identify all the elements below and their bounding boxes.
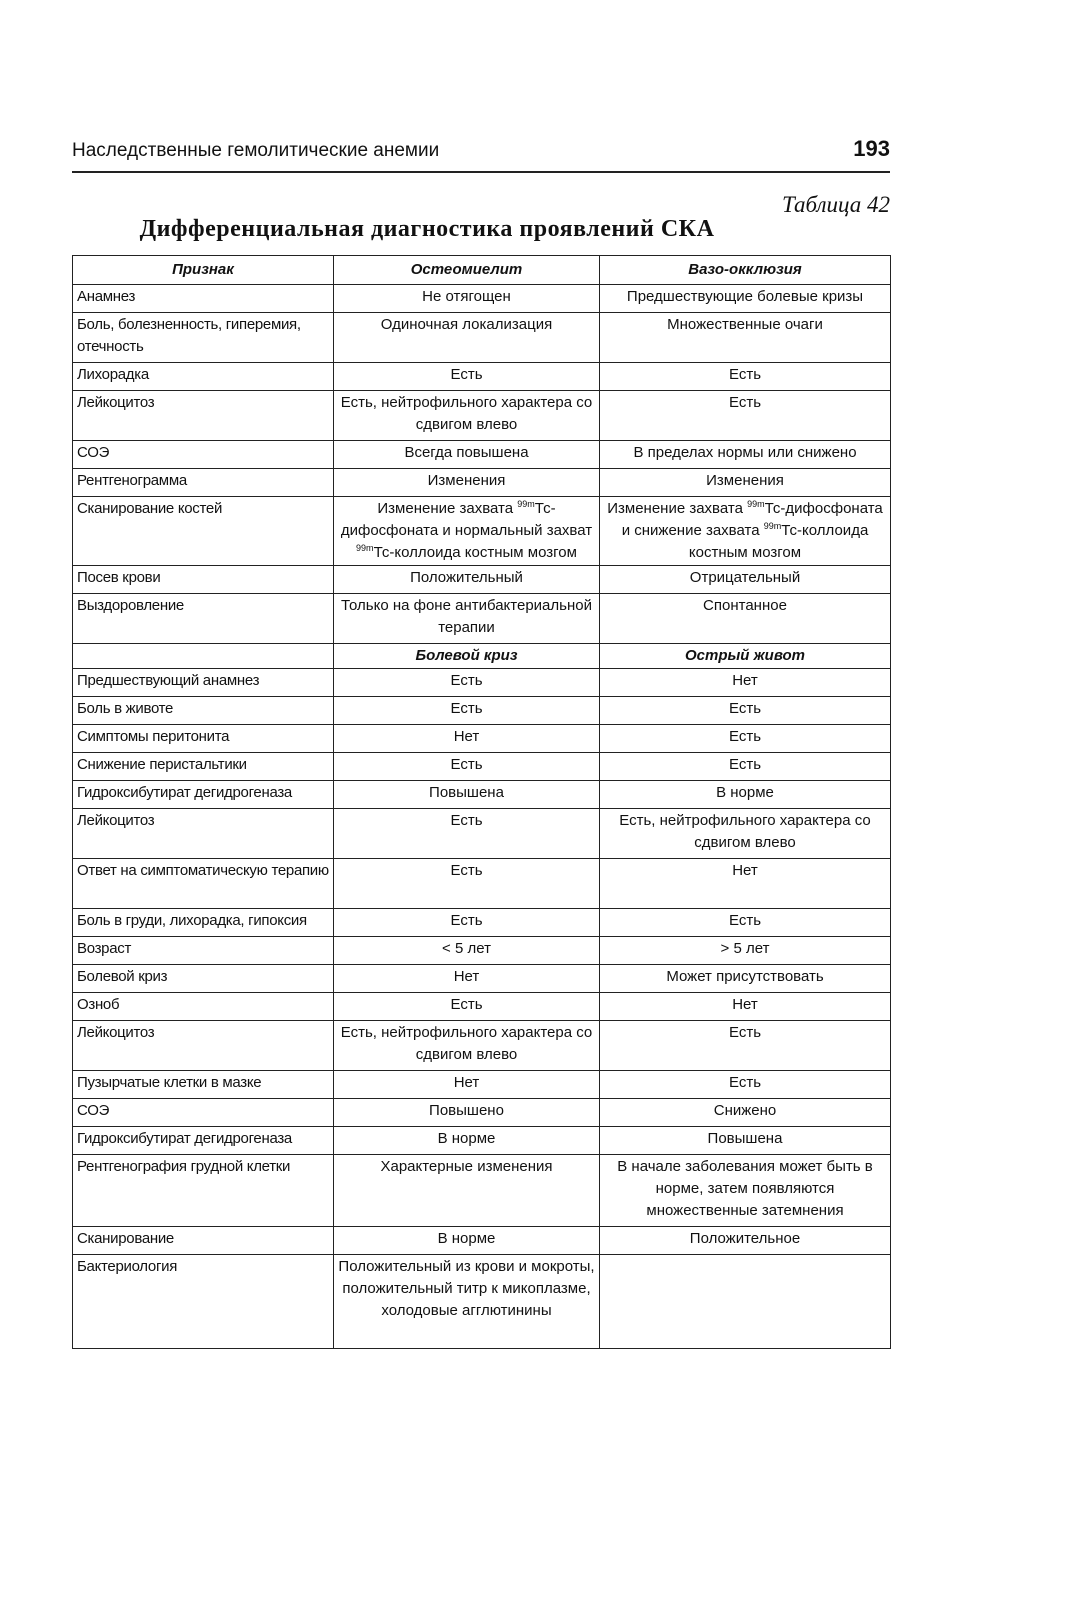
table-row [73,965,891,993]
isotope-superscript: 99m [356,543,374,553]
row-feature: Гидроксибутират дегидрогеназа [73,1127,334,1155]
row-value-col3: Спонтанное [600,594,891,644]
table-row [73,781,891,809]
table-row [73,669,891,697]
row-value-col3: Есть [600,1071,891,1099]
row-feature: Боль, болезненность, гиперемия, отечность [73,313,334,363]
scan-text-a: Изменение захвата [377,500,514,517]
row-value-col2: Одиночная локализация [334,313,600,363]
table-subheader-row [73,644,891,669]
table-body-section-1 [73,285,891,497]
table-body-section-2 [73,566,891,644]
row-feature: Лихорадка [73,363,334,391]
row-feature: Рентгенография грудной клетки [73,1155,334,1227]
row-value-col2: Положительный [334,566,600,594]
table-row [73,469,891,497]
table-row [73,809,891,859]
row-value-col3: В начале заболевания может быть в норме, затем появляются множественные затемнения [600,1155,891,1227]
row-value-col2: Есть, нейтрофильного характера со сдвигом влево [334,1021,600,1071]
running-title: Наследственные гемолитические анемии [72,140,440,161]
table-row [73,363,891,391]
table-row [73,1099,891,1127]
row-value-col3: В пределах нормы или снижено [600,441,891,469]
row-feature: Посев крови [73,566,334,594]
row-value-col2: Положительный из крови и мокроты, положительный титр к микоплазме, холодовые агглютинины [334,1255,600,1349]
scan-text-b: Тс-дифосфоната и снижение захвата [621,500,883,539]
table-row [73,1021,891,1071]
row-value-col2: В норме [334,1227,600,1255]
row-feature: СОЭ [73,441,334,469]
table-label: Таблица 42 [781,192,890,217]
row-feature: Боль в животе [73,697,334,725]
row-feature: Ответ на симптоматическую терапию [73,859,334,909]
isotope-superscript: 99m [763,521,782,531]
row-feature: Симптомы перитонита [73,725,334,753]
table-row [73,993,891,1021]
page-number: 193 [853,136,890,161]
row-value-col2: Есть [334,993,600,1021]
row-value-col3: Есть [600,1021,891,1071]
row-value-col3: Есть [600,391,891,441]
row-feature: Лейкоцитоз [73,391,334,441]
table-row [73,566,891,594]
row-value-col2: Нет [334,965,600,993]
row-value-col2: Есть, нейтрофильного характера со сдвигом влево [334,391,600,441]
table-row [73,697,891,725]
table-row [73,909,891,937]
row-value-col3: > 5 лет [600,937,891,965]
row-value-col3: Нет [600,859,891,909]
subheader-cell-acute-abdomen: Острый живот [600,644,891,669]
row-value-col3: Может присутствовать [600,965,891,993]
row-value-col2: Есть [334,809,600,859]
running-head [72,136,890,162]
table-subheader-section [73,644,891,669]
row-value-col3: Отрицательный [600,566,891,594]
row-value-col2: Повышена [334,781,600,809]
row-value-col3: Снижено [600,1099,891,1127]
row-value-col3: Есть, нейтрофильного характера со сдвигом влево [600,809,891,859]
row-feature: Болевой криз [73,965,334,993]
row-value-vaso-occlusion [600,497,891,566]
table-row [73,1127,891,1155]
row-feature: Снижение перистальтики [73,753,334,781]
row-value-col2: Есть [334,753,600,781]
row-value-col3: Нет [600,993,891,1021]
row-value-col3: Нет [600,669,891,697]
row-value-col2: Есть [334,859,600,909]
row-value-col2: Есть [334,909,600,937]
table-row [73,313,891,363]
row-feature: Предшествующий анамнез [73,669,334,697]
row-feature: Гидроксибутират дегидрогеназа [73,781,334,809]
row-value-col2: Только на фоне антибактериальной терапии [334,594,600,644]
row-value-col2: Всегда повышена [334,441,600,469]
table-row [73,391,891,441]
scan-text-a: Изменение захвата [607,500,743,517]
header-cell-osteomyelitis: Остеомиелит [334,256,600,285]
row-value-col2: Нет [334,1071,600,1099]
row-feature: Выздоровление [73,594,334,644]
table-row [73,285,891,313]
row-value-osteomyelitis [334,497,600,566]
row-value-col3: В норме [600,781,891,809]
table-row [73,725,891,753]
row-feature: Лейкоцитоз [73,1021,334,1071]
scan-text-c: Тс-коллоида костным мозгом [688,522,869,561]
table-row [73,753,891,781]
scan-text-b: Тс-дифосфоната и нормальный захват [340,500,593,539]
row-feature: Сканирование [73,1227,334,1255]
table-row [73,937,891,965]
row-value-col3: Есть [600,697,891,725]
table-row [73,1227,891,1255]
row-value-col3: Есть [600,725,891,753]
table-row [73,594,891,644]
row-value-col3: Изменения [600,469,891,497]
subheader-cell-pain-crisis: Болевой криз [334,644,600,669]
table-row [73,1255,891,1349]
table-header-row [73,256,891,285]
table-body-section-3 [73,669,891,1349]
row-value-col2: Не отягощен [334,285,600,313]
table-row [73,1155,891,1227]
header-cell-vaso-occlusion: Вазо-окклюзия [600,256,891,285]
row-value-col2: Изменения [334,469,600,497]
row-feature: СОЭ [73,1099,334,1127]
row-value-col3: Предшествующие болевые кризы [600,285,891,313]
row-feature: Боль в груди, лихорадка, гипоксия [73,909,334,937]
row-value-col2: Есть [334,669,600,697]
table-row [73,441,891,469]
row-feature: Лейкоцитоз [73,809,334,859]
row-feature: Сканирование костей [73,497,334,566]
row-feature: Пузырчатые клетки в мазке [73,1071,334,1099]
header-cell-feature: Признак [73,256,334,285]
row-value-col3: Есть [600,909,891,937]
table-row [73,859,891,909]
row-value-col2: В норме [334,1127,600,1155]
scan-text-c: Тс-коллоида костным мозгом [373,544,577,561]
row-value-col2: Есть [334,697,600,725]
row-value-col3: Есть [600,753,891,781]
row-value-col3 [600,1255,891,1349]
subheader-empty-cell [73,644,334,669]
row-feature: Возраст [73,937,334,965]
row-feature: Озноб [73,993,334,1021]
table-row-bone-scan [73,497,891,566]
row-value-col3: Множественные очаги [600,313,891,363]
row-value-col2: Характерные изменения [334,1155,600,1227]
row-value-col2: Нет [334,725,600,753]
isotope-superscript: 99m [747,499,765,509]
row-value-col3: Есть [600,363,891,391]
row-feature: Рентгенограмма [73,469,334,497]
table-row [73,1071,891,1099]
table-body-scan [73,497,891,566]
diagnosis-table [72,255,891,1349]
row-value-col2: Повышено [334,1099,600,1127]
isotope-superscript: 99m [517,499,535,509]
row-feature: Анамнез [73,285,334,313]
row-value-col2: Есть [334,363,600,391]
row-feature: Бактериология [73,1255,334,1349]
row-value-col3: Положительное [600,1227,891,1255]
header-rule [72,171,890,173]
row-value-col3: Повышена [600,1127,891,1155]
row-value-col2: < 5 лет [334,937,600,965]
table-title: Дифференциальная диагностика проявлений СКА [139,216,715,242]
